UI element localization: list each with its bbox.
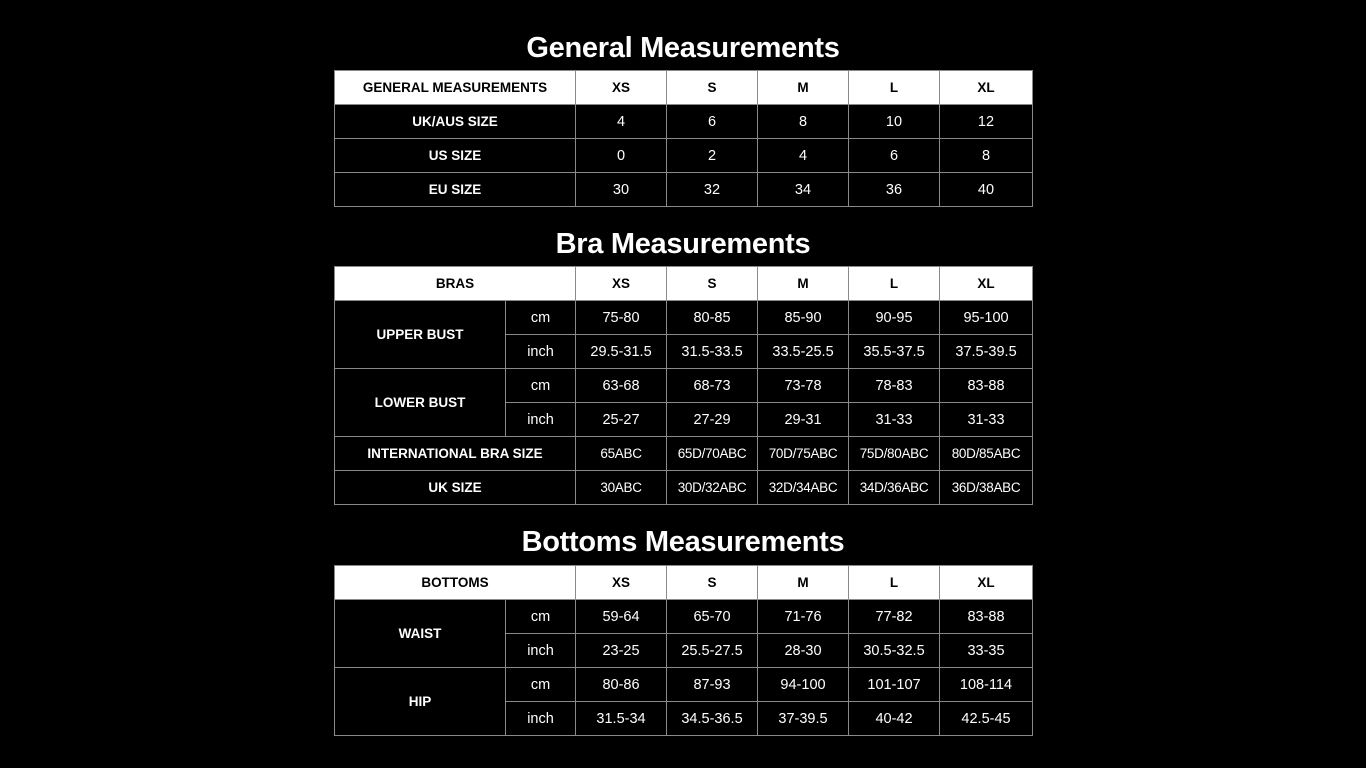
table-cell: 37.5-39.5	[940, 335, 1033, 369]
table-cell: 87-93	[667, 668, 758, 702]
header-cell-label: GENERAL MEASUREMENTS	[335, 71, 576, 105]
general-measurements-title: General Measurements	[526, 32, 840, 64]
table-cell: 8	[758, 105, 849, 139]
table-cell: 34	[758, 173, 849, 207]
table-cell: 4	[758, 139, 849, 173]
table-cell: 6	[849, 139, 940, 173]
bottoms-measurements-table	[334, 565, 1033, 736]
bra-measurements-title: Bra Measurements	[555, 228, 811, 260]
table-cell: 31-33	[940, 403, 1033, 437]
table-cell: 34D/36ABC	[849, 471, 940, 505]
table-cell: 29-31	[758, 403, 849, 437]
table-cell: 31.5-34	[576, 702, 667, 736]
table-row	[335, 369, 1033, 403]
table-cell: 73-78	[758, 369, 849, 403]
header-cell-l: L	[849, 71, 940, 105]
table-cell: 32	[667, 173, 758, 207]
general-measurements-table	[334, 70, 1033, 207]
unit-cell: cm	[506, 668, 576, 702]
table-row	[335, 600, 1033, 634]
table-cell: 65D/70ABC	[667, 437, 758, 471]
table-row	[335, 105, 1033, 139]
table-cell: 10	[849, 105, 940, 139]
table-row	[335, 139, 1033, 173]
unit-cell: inch	[506, 634, 576, 668]
table-cell: 40-42	[849, 702, 940, 736]
header-cell-xl: XL	[940, 71, 1033, 105]
table-cell: 80D/85ABC	[940, 437, 1033, 471]
table-cell: 77-82	[849, 600, 940, 634]
row-label-waist: WAIST	[335, 600, 506, 668]
table-cell: 12	[940, 105, 1033, 139]
header-cell-m: M	[758, 71, 849, 105]
bra-measurements-table	[334, 266, 1033, 505]
table-cell: 29.5-31.5	[576, 335, 667, 369]
header-cell-xs: XS	[576, 267, 667, 301]
table-cell: 4	[576, 105, 667, 139]
table-cell: 94-100	[758, 668, 849, 702]
row-label-hip: HIP	[335, 668, 506, 736]
table-cell: 40	[940, 173, 1033, 207]
table-cell: 70D/75ABC	[758, 437, 849, 471]
table-row	[335, 301, 1033, 335]
table-cell: 63-68	[576, 369, 667, 403]
table-cell: 95-100	[940, 301, 1033, 335]
table-cell: 33-35	[940, 634, 1033, 668]
row-label-international-bra-size: INTERNATIONAL BRA SIZE	[335, 437, 576, 471]
table-cell: 36	[849, 173, 940, 207]
header-cell-l: L	[849, 566, 940, 600]
table-cell: 42.5-45	[940, 702, 1033, 736]
table-cell: 85-90	[758, 301, 849, 335]
table-cell: 31.5-33.5	[667, 335, 758, 369]
table-cell: 101-107	[849, 668, 940, 702]
table-cell: 80-85	[667, 301, 758, 335]
table-cell: 71-76	[758, 600, 849, 634]
table-row	[335, 173, 1033, 207]
row-label-uk-aus-size: UK/AUS SIZE	[335, 105, 576, 139]
unit-cell: cm	[506, 600, 576, 634]
header-cell-xl: XL	[940, 267, 1033, 301]
unit-cell: inch	[506, 335, 576, 369]
table-row	[335, 437, 1033, 471]
header-cell-s: S	[667, 566, 758, 600]
row-label-eu-size: EU SIZE	[335, 173, 576, 207]
table-cell: 6	[667, 105, 758, 139]
table-cell: 28-30	[758, 634, 849, 668]
table-header-row	[335, 71, 1033, 105]
header-cell-xs: XS	[576, 71, 667, 105]
table-row	[335, 668, 1033, 702]
table-header-row	[335, 566, 1033, 600]
table-cell: 83-88	[940, 369, 1033, 403]
table-cell: 75D/80ABC	[849, 437, 940, 471]
table-cell: 0	[576, 139, 667, 173]
table-cell: 8	[940, 139, 1033, 173]
table-cell: 30D/32ABC	[667, 471, 758, 505]
table-cell: 30	[576, 173, 667, 207]
table-cell: 30ABC	[576, 471, 667, 505]
row-label-upper-bust: UPPER BUST	[335, 301, 506, 369]
table-cell: 80-86	[576, 668, 667, 702]
unit-cell: inch	[506, 403, 576, 437]
header-cell-m: M	[758, 267, 849, 301]
unit-cell: cm	[506, 369, 576, 403]
table-cell: 90-95	[849, 301, 940, 335]
table-cell: 33.5-25.5	[758, 335, 849, 369]
unit-cell: cm	[506, 301, 576, 335]
bottoms-measurements-title: Bottoms Measurements	[521, 526, 845, 558]
table-row	[335, 471, 1033, 505]
table-cell: 65ABC	[576, 437, 667, 471]
table-cell: 2	[667, 139, 758, 173]
header-cell-s: S	[667, 71, 758, 105]
table-cell: 65-70	[667, 600, 758, 634]
header-cell-label: BOTTOMS	[335, 566, 576, 600]
table-cell: 27-29	[667, 403, 758, 437]
header-cell-s: S	[667, 267, 758, 301]
table-cell: 34.5-36.5	[667, 702, 758, 736]
table-cell: 59-64	[576, 600, 667, 634]
table-cell: 23-25	[576, 634, 667, 668]
table-cell: 108-114	[940, 668, 1033, 702]
unit-cell: inch	[506, 702, 576, 736]
row-label-uk-size: UK SIZE	[335, 471, 576, 505]
table-cell: 68-73	[667, 369, 758, 403]
table-cell: 35.5-37.5	[849, 335, 940, 369]
row-label-us-size: US SIZE	[335, 139, 576, 173]
table-cell: 30.5-32.5	[849, 634, 940, 668]
header-cell-label: BRAS	[335, 267, 576, 301]
table-cell: 83-88	[940, 600, 1033, 634]
table-cell: 75-80	[576, 301, 667, 335]
table-cell: 25-27	[576, 403, 667, 437]
header-cell-m: M	[758, 566, 849, 600]
table-cell: 36D/38ABC	[940, 471, 1033, 505]
table-cell: 78-83	[849, 369, 940, 403]
header-cell-xs: XS	[576, 566, 667, 600]
table-header-row	[335, 267, 1033, 301]
table-cell: 31-33	[849, 403, 940, 437]
table-cell: 25.5-27.5	[667, 634, 758, 668]
header-cell-l: L	[849, 267, 940, 301]
row-label-lower-bust: LOWER BUST	[335, 369, 506, 437]
header-cell-xl: XL	[940, 566, 1033, 600]
table-cell: 37-39.5	[758, 702, 849, 736]
table-cell: 32D/34ABC	[758, 471, 849, 505]
